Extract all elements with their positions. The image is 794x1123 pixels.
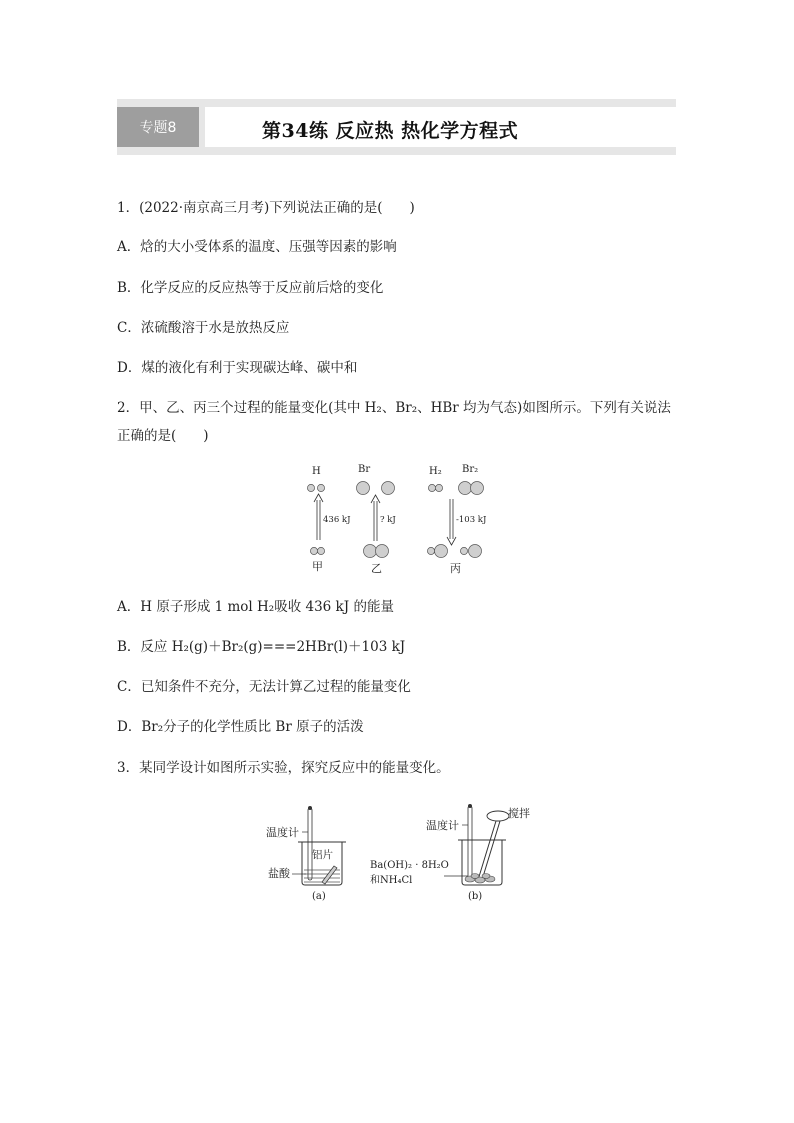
bing-h2-a — [428, 484, 435, 491]
bing-hbr1-h — [427, 547, 434, 554]
a-caption: (a) — [312, 891, 326, 902]
a-thermometer-label: 温度计 — [266, 826, 299, 839]
label-h: H — [312, 466, 321, 477]
bing-br2-b — [471, 482, 484, 495]
bing-hbr1-br — [435, 545, 448, 558]
energy-jia: 436 kJ — [323, 515, 351, 525]
bing-h2-b — [435, 484, 442, 491]
bing-hbr2-h — [460, 547, 467, 554]
energy-yi: ? kJ — [380, 515, 396, 525]
b-thermometer-label: 温度计 — [426, 819, 459, 832]
q3-stem: 3．某同学设计如图所示实验，探究反应中的能量变化。 — [117, 760, 450, 776]
atom-h-1 — [307, 484, 314, 491]
caption-jia: 甲 — [312, 560, 323, 573]
q2-option-d: D．Br₂分子的化学性质比 Br 原子的活泼 — [117, 719, 364, 735]
b-stirrer-handle — [487, 811, 509, 821]
q2-option-a: A．H 原子形成 1 mol H₂吸收 436 kJ 的能量 — [117, 599, 394, 615]
caption-yi: 乙 — [371, 562, 382, 575]
bing-hbr2-br — [469, 545, 482, 558]
apparatus-diagram — [262, 800, 542, 905]
arrow-up-yi — [371, 495, 380, 541]
molecule-h2-b — [317, 547, 324, 554]
energy-diagram — [300, 462, 500, 578]
q1-option-a: A．焓的大小受体系的温度、压强等因素的影响 — [117, 239, 397, 255]
q1-stem: 1．(2022·南京高三月考)下列说法正确的是( ) — [117, 200, 415, 216]
caption-bing: 丙 — [450, 562, 461, 575]
bing-br2-a — [459, 482, 472, 495]
label-h2: H₂ — [429, 466, 442, 477]
molecule-h2-a — [310, 547, 317, 554]
label-br: Br — [358, 464, 371, 475]
q1-option-b: B．化学反应的反应热等于反应前后焓的变化 — [117, 280, 384, 296]
a-foil-label: 铝片 — [312, 849, 333, 861]
a-aluminum-foil — [322, 866, 337, 884]
b-reagent-line1: Ba(OH)₂ · 8H₂O — [370, 860, 449, 871]
b-thermometer — [468, 806, 472, 880]
b-stir-label: 搅拌 — [508, 807, 530, 820]
label-br2: Br₂ — [462, 464, 479, 475]
arrow-up-jia — [314, 494, 323, 540]
section-tag: 专题8 — [117, 107, 199, 147]
energy-bing: -103 kJ — [456, 515, 487, 525]
a-thermometer — [308, 808, 312, 880]
b-caption: (b) — [468, 891, 483, 902]
q2-stem-line2: 正确的是( ) — [117, 428, 209, 444]
page-title: 第34练 反应热 热化学方程式 — [262, 120, 519, 142]
q1-option-d: D．煤的液化有利于实现碳达峰、碳中和 — [117, 360, 358, 376]
arrow-down-bing — [447, 499, 456, 545]
molecule-br2-b — [376, 545, 389, 558]
q2-option-c: C．已知条件不充分，无法计算乙过程的能量变化 — [117, 679, 411, 695]
a-acid-label: 盐酸 — [268, 867, 290, 880]
q2-stem-line1: 2．甲、乙、丙三个过程的能量变化(其中 H₂、Br₂、HBr 均为气态)如图所示。下列有关说法 — [117, 400, 671, 416]
atom-br-2 — [382, 482, 395, 495]
q2-option-b: B．反应 H₂(g)＋Br₂(g)===2HBr(l)＋103 kJ — [117, 639, 406, 655]
q1-option-c: C．浓硫酸溶于水是放热反应 — [117, 320, 290, 336]
b-reagent-line2: 和NH₄Cl — [370, 875, 413, 886]
atom-h-2 — [317, 484, 324, 491]
atom-br-1 — [357, 482, 370, 495]
molecule-br2-a — [364, 545, 377, 558]
